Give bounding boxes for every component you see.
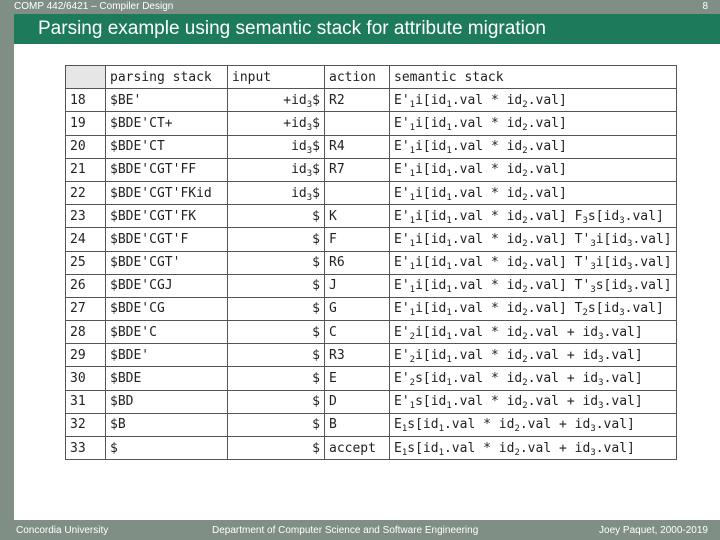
header-semantic-stack: semantic stack [390, 66, 677, 89]
table-row [66, 181, 677, 204]
cell-parsing-stack: $BDE'CG [106, 297, 228, 320]
cell-action: F [325, 228, 390, 251]
table-row [66, 321, 677, 344]
header-step [66, 66, 106, 89]
cell-parsing-stack: $BE' [106, 89, 228, 112]
cell-input: $ [228, 321, 325, 344]
cell-parsing-stack: $BDE'C [106, 321, 228, 344]
cell-semantic-stack: $E'_1i[id_1.val * id_2.val]$ $T'_3s[id_3.val]$ [390, 274, 677, 297]
cell-step: 27 [66, 297, 106, 320]
cell-parsing-stack: $BDE'CGT' [106, 251, 228, 274]
cell-action: C [325, 321, 390, 344]
cell-step: 19 [66, 112, 106, 135]
cell-semantic-stack: $E'_2i[id_1.val * id_2.val + id_3.val]$ [390, 344, 677, 367]
table-row [66, 205, 677, 228]
cell-parsing-stack: $BD [106, 390, 228, 413]
cell-semantic-stack: $E'_1i[id_1.val * id_2.val]$ [390, 112, 677, 135]
cell-action: R2 [325, 89, 390, 112]
cell-action: E [325, 367, 390, 390]
table-row [66, 344, 677, 367]
cell-input: $ [228, 297, 325, 320]
cell-input: $ [228, 251, 325, 274]
cell-semantic-stack: $E'_1i[id_1.val * id_2.val]$ [390, 89, 677, 112]
cell-action: accept [325, 437, 390, 460]
footer-department: Department of Computer Science and Software Engineering [212, 525, 479, 536]
cell-semantic-stack: $E'_2i[id_1.val * id_2.val + id_3.val]$ [390, 321, 677, 344]
cell-step: 18 [66, 89, 106, 112]
cell-semantic-stack: $E'_1i[id_1.val * id_2.val]$ $T'_3i[id_3.val]$ [390, 251, 677, 274]
cell-step: 26 [66, 274, 106, 297]
cell-step: 20 [66, 135, 106, 158]
cell-input: $+id_3\$$ [228, 112, 325, 135]
cell-input: $ [228, 228, 325, 251]
cell-semantic-stack: $E'_2s[id_1.val * id_2.val + id_3.val]$ [390, 367, 677, 390]
footer [0, 520, 720, 540]
cell-semantic-stack: $E'_1i[id_1.val * id_2.val]$ [390, 181, 677, 204]
cell-step: 33 [66, 437, 106, 460]
cell-action: B [325, 413, 390, 436]
cell-input: $id_3\$$ [228, 158, 325, 181]
cell-parsing-stack: $BDE'CGT'FF [106, 158, 228, 181]
cell-step: 28 [66, 321, 106, 344]
table-row [66, 367, 677, 390]
cell-action: R6 [325, 251, 390, 274]
cell-input: $ [228, 205, 325, 228]
parsing-table [65, 65, 677, 460]
cell-step: 23 [66, 205, 106, 228]
cell-parsing-stack: $BDE [106, 367, 228, 390]
cell-parsing-stack: $BDE'CGT'F [106, 228, 228, 251]
cell-step: 31 [66, 390, 106, 413]
table-row [66, 112, 677, 135]
cell-parsing-stack: $BDE'CT+ [106, 112, 228, 135]
cell-input: $ [228, 437, 325, 460]
cell-parsing-stack: $BDE'CGT'FKid [106, 181, 228, 204]
cell-action: R4 [325, 135, 390, 158]
table-row [66, 158, 677, 181]
cell-parsing-stack: $BDE'CT [106, 135, 228, 158]
slide-content [14, 44, 720, 520]
cell-input: $ [228, 274, 325, 297]
table-body [66, 89, 677, 460]
table-row [66, 297, 677, 320]
cell-input: $ [228, 413, 325, 436]
footer-author: Joey Paquet, 2000-2019 [599, 525, 708, 536]
cell-action: G [325, 297, 390, 320]
cell-step: 30 [66, 367, 106, 390]
header-input: input [228, 66, 325, 89]
cell-step: 32 [66, 413, 106, 436]
header-action: action [325, 66, 390, 89]
table-row [66, 390, 677, 413]
table-row [66, 228, 677, 251]
table-row [66, 437, 677, 460]
cell-action: R7 [325, 158, 390, 181]
cell-semantic-stack: $E_1s[id_1.val * id_2.val + id_3.val]$ [390, 437, 677, 460]
cell-action: R3 [325, 344, 390, 367]
cell-input: $ [228, 367, 325, 390]
cell-semantic-stack: $E_1s[id_1.val * id_2.val + id_3.val]$ [390, 413, 677, 436]
cell-action: J [325, 274, 390, 297]
table-row [66, 274, 677, 297]
cell-parsing-stack: $BDE'CGJ [106, 274, 228, 297]
cell-semantic-stack: $E'_1i[id_1.val * id_2.val]$ $F_3s[id_3.val]$ [390, 205, 677, 228]
page-number: 8 [702, 1, 708, 12]
cell-step: 29 [66, 344, 106, 367]
cell-input: $id_3\$$ [228, 181, 325, 204]
cell-parsing-stack: $B [106, 413, 228, 436]
cell-action [325, 181, 390, 204]
cell-action: D [325, 390, 390, 413]
cell-semantic-stack: $E'_1s[id_1.val * id_2.val + id_3.val]$ [390, 390, 677, 413]
cell-parsing-stack: $BDE'CGT'FK [106, 205, 228, 228]
course-label: COMP 442/6421 – Compiler Design [14, 1, 174, 12]
cell-step: 25 [66, 251, 106, 274]
cell-input: $ [228, 390, 325, 413]
slide-title: Parsing example using semantic stack for attribute migration [38, 18, 546, 39]
cell-step: 21 [66, 158, 106, 181]
cell-input: $ [228, 344, 325, 367]
cell-semantic-stack: $E'_1i[id_1.val * id_2.val]$ [390, 158, 677, 181]
cell-input: $+id_3\$$ [228, 89, 325, 112]
cell-semantic-stack: $E'_1i[id_1.val * id_2.val]$ $T_2s[id_3.val]$ [390, 297, 677, 320]
cell-semantic-stack: $E'_1i[id_1.val * id_2.val]$ [390, 135, 677, 158]
cell-parsing-stack: $ [106, 437, 228, 460]
cell-step: 22 [66, 181, 106, 204]
cell-parsing-stack: $BDE' [106, 344, 228, 367]
footer-university: Concordia University [16, 525, 109, 536]
top-bar [0, 0, 720, 14]
cell-semantic-stack: $E'_1i[id_1.val * id_2.val]$ $T'_3i[id_3.val]$ [390, 228, 677, 251]
cell-step: 24 [66, 228, 106, 251]
table-header-row [66, 66, 677, 89]
cell-action: K [325, 205, 390, 228]
table-row [66, 135, 677, 158]
table-row [66, 251, 677, 274]
table-row [66, 89, 677, 112]
cell-input: $id_3\$$ [228, 135, 325, 158]
header-parsing-stack: parsing stack [106, 66, 228, 89]
table-row [66, 413, 677, 436]
title-bar [14, 14, 720, 44]
cell-action [325, 112, 390, 135]
